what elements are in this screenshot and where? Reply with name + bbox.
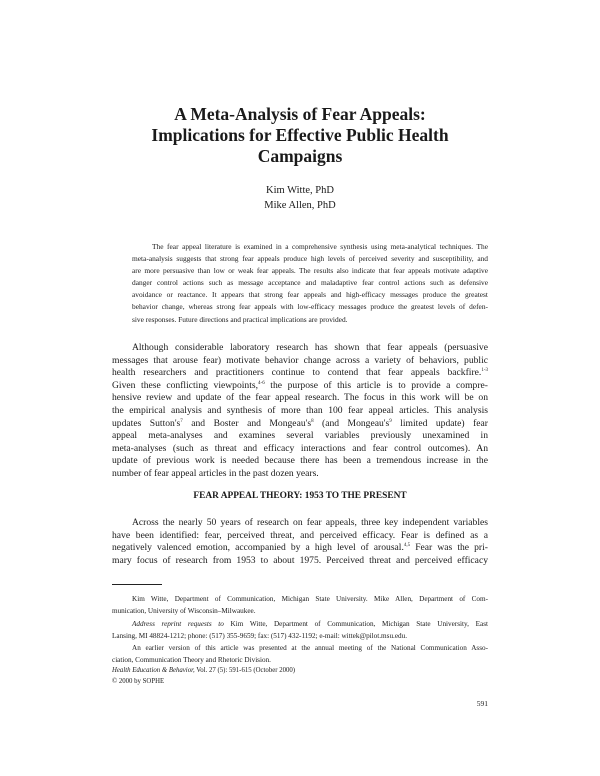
volume-info: Vol. 27 (5): 591-615 (October 2000) [194, 667, 296, 674]
abstract-line: behavior change, whereas strong fear appeals with low-efficacy messages produce the greatest levels of defen- [132, 302, 488, 312]
text: Fear was the pri- [410, 542, 488, 554]
page-number: 591 [476, 699, 488, 708]
section-heading: FEAR APPEAL THEORY: 1953 TO THE PRESENT [193, 491, 407, 501]
footnote-line: ciation, Communication Theory and Rhetoric Division. [112, 655, 271, 664]
abstract-line: meta-analysis suggests that strong fear appeals produce high levels of perceived severity and susceptibility, and [132, 254, 488, 264]
body-line: messages that arouse fear) motivate behavior change across a variety of behaviors, public [112, 354, 488, 366]
title-line: Implications for Effective Public Health [151, 125, 449, 145]
footnote-line: Lansing, MI 48824-1212; phone: (517) 355-9659; fax: (517) 432-1192; e-mail: wittek@pilot.msu.edu. [112, 631, 408, 640]
citation-line [112, 665, 295, 676]
text: Given these conflicting viewpoints, [112, 379, 259, 391]
footnote-reprint [112, 619, 488, 642]
journal-name: Health Education & Behavior, [112, 667, 195, 674]
body-line: number of fear appeal articles in the past dozen years. [112, 467, 319, 479]
footnote-divider [112, 584, 162, 585]
body-line [112, 380, 488, 393]
paper-title [100, 104, 500, 167]
abstract-line: sive responses. Future directions and practical implications are provided. [132, 314, 348, 324]
abstract-line: danger control actions such as message acceptance and maladaptive fear control actions such as defensive [132, 278, 488, 288]
text: the purpose of this article is to provide a compre- [264, 379, 488, 391]
citation: 1-3 [481, 368, 488, 374]
title-line: A Meta-Analysis of Fear Appeals: [174, 104, 426, 124]
citation: 4-6 [258, 380, 265, 386]
copyright: © 2000 by SOPHE [112, 678, 165, 685]
abstract-line: The fear appeal literature is examined in a comprehensive synthesis using meta-analytical techniques. The [152, 242, 488, 251]
abstract [132, 241, 488, 326]
text: health researchers and practitioners continue to contend that fear appeals backfire. [112, 367, 482, 379]
citation: 8 [311, 418, 314, 424]
footnote-affiliation [112, 594, 488, 617]
abstract-line: are more persuasive than low or weak fear appeals. The results also indicate that fear appeals motivate adaptive [132, 266, 488, 276]
body-line: have been identified: fear, perceived threat, and perceived efficacy. Fear is defined as a [112, 529, 488, 541]
abstract-line: avoidance or reactance. It appears that strong fear appeals and high-efficacy messages produce the greatest [132, 290, 488, 300]
body-line: update of previous work is needed because there has been a tremendous increase in the [112, 455, 488, 467]
body-line [112, 418, 488, 431]
text: negatively valenced emotion, accompanied by a high level of arousal. [112, 542, 404, 554]
citation: 9 [389, 418, 392, 424]
author: Kim Witte, PhD [266, 185, 334, 196]
footnote-line: An earlier version of this article was presented at the annual meeting of the National Communication Asso- [132, 644, 488, 652]
citation: 7 [180, 418, 183, 424]
body-line [112, 367, 488, 380]
footnote-earlier-version [112, 643, 488, 666]
body-line: mary focus of research from 1953 to about 1975. Perceived threat and perceived efficacy [112, 554, 488, 566]
footnote-line: Kim Witte, Department of Communication, Michigan State University. Mike Allen, Department of Com- [132, 595, 488, 603]
text: (and Mongeau's [313, 417, 390, 429]
authors [100, 183, 500, 213]
body-line [112, 542, 488, 555]
text: limited update) fear [391, 417, 488, 429]
body-line: Although considerable laboratory research has shown that fear appeals (persuasive [132, 342, 488, 353]
footnote-line [112, 619, 488, 631]
text: updates Sutton's [112, 417, 181, 429]
text: Kim Witte, Department of Communication, Michigan State University, East [223, 620, 488, 628]
section-paragraph [112, 517, 488, 567]
body-line: appeal meta-analyses and examines several variables previously unexamined in [112, 430, 488, 442]
body-line: Across the nearly 50 years of research on fear appeals, three key independent variables [132, 517, 488, 528]
body-line: the empirical analysis and synthesis of more than 100 fear appeal articles. This analysis [112, 404, 488, 416]
intro-paragraph [112, 342, 488, 481]
author: Mike Allen, PhD [264, 200, 336, 211]
body-line: meta-analyses (such as threat and efficacy interactions and fear control outcomes). An [112, 442, 488, 454]
journal-citation [112, 665, 295, 687]
citation: 4,5 [403, 543, 411, 549]
title-line: Campaigns [257, 146, 343, 166]
reprint-label: Address reprint requests to [132, 620, 224, 628]
text: and Boster and Mongeau's [182, 417, 312, 429]
footnote-line: munication, University of Wisconsin–Milwaukee. [112, 606, 256, 615]
body-line: hensive review and update of the fear appeal research. The focus in this work will be on [112, 392, 488, 404]
